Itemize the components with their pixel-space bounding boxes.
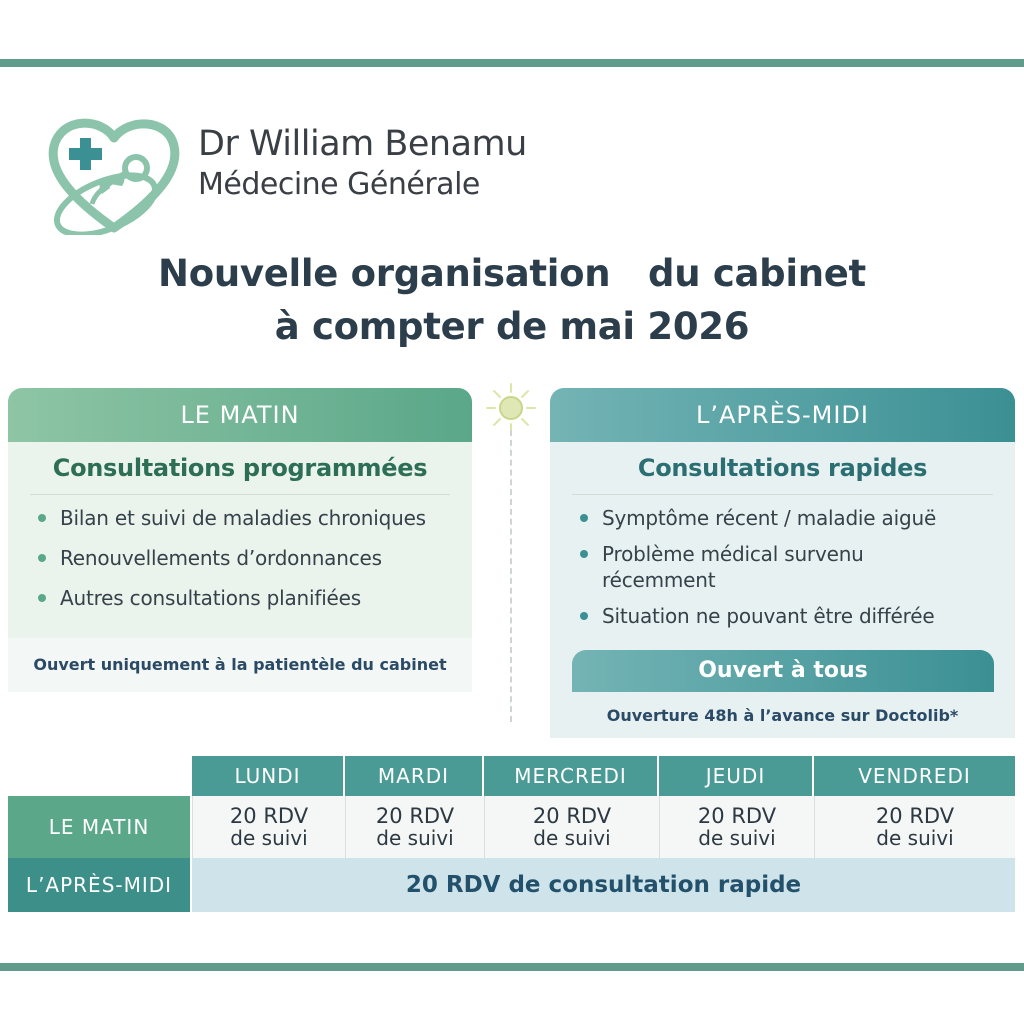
morning-panel-subtitle: Consultations programmées xyxy=(52,454,428,482)
morning-item-list xyxy=(8,505,472,611)
schedule-cell-friday xyxy=(814,796,1015,858)
row-label-morning: LE MATIN xyxy=(8,796,190,858)
day-header-tuesday: MARDI xyxy=(345,756,482,796)
headline-line-1: Nouvelle organisation du cabinet xyxy=(158,252,866,295)
afternoon-panel-footer: Ouverture 48h à l’avance sur Doctolib* xyxy=(606,706,959,725)
list-item: Renouvellements d’ordonnances xyxy=(36,545,456,571)
cell-count: 20 RDV xyxy=(229,804,309,828)
day-header-wednesday: MERCREDI xyxy=(484,756,657,796)
heart-stethoscope-logo-icon xyxy=(44,110,184,235)
list-item: Autres consultations planifiées xyxy=(36,585,456,611)
schedule-cell-wednesday xyxy=(484,796,659,858)
cell-count: 20 RDV xyxy=(875,804,955,828)
doctor-name: Dr William Benamu xyxy=(198,124,527,164)
morning-panel-footer: Ouvert uniquement à la patientèle du cabinet xyxy=(8,638,472,692)
sun-icon xyxy=(483,380,539,436)
list-item: Problème médical survenu récemment xyxy=(578,541,999,593)
day-header-monday: LUNDI xyxy=(192,756,343,796)
afternoon-panel xyxy=(550,388,1015,738)
cell-kind: de suivi xyxy=(698,826,776,850)
afternoon-item-list xyxy=(550,505,1015,629)
doctor-specialty: Médecine Générale xyxy=(198,167,480,202)
list-item: Bilan et suivi de maladies chroniques xyxy=(36,505,456,531)
morning-panel xyxy=(8,388,472,692)
divider xyxy=(572,494,993,495)
afternoon-panel-title: L’APRÈS-MIDI xyxy=(550,388,1015,442)
cell-count: 20 RDV xyxy=(697,804,777,828)
cell-count: 20 RDV xyxy=(532,804,612,828)
bottom-band xyxy=(0,963,1024,971)
center-divider xyxy=(510,430,512,722)
schedule-cell-thursday xyxy=(659,796,814,858)
list-item: Situation ne pouvant être différée xyxy=(578,603,999,629)
afternoon-panel-subtitle: Consultations rapides xyxy=(637,454,928,482)
top-band xyxy=(0,59,1024,67)
divider xyxy=(30,494,450,495)
cell-kind: de suivi xyxy=(230,826,308,850)
cell-count: 20 RDV xyxy=(375,804,455,828)
headline-line-2: à compter de mai 2026 xyxy=(274,305,750,348)
row-label-afternoon: L’APRÈS-MIDI xyxy=(8,858,190,912)
afternoon-schedule-cell: 20 RDV de consultation rapide xyxy=(192,858,1015,912)
morning-panel-title: LE MATIN xyxy=(8,388,472,442)
cell-kind: de suivi xyxy=(533,826,611,850)
cell-kind: de suivi xyxy=(876,826,954,850)
day-header-thursday: JEUDI xyxy=(659,756,812,796)
cell-kind: de suivi xyxy=(376,826,454,850)
list-item: Symptôme récent / maladie aiguë xyxy=(578,505,999,531)
schedule-cell-tuesday xyxy=(345,796,484,858)
schedule-cell-monday xyxy=(192,796,345,858)
open-to-all-badge: Ouvert à tous xyxy=(572,650,994,692)
day-header-friday: VENDREDI xyxy=(814,756,1015,796)
